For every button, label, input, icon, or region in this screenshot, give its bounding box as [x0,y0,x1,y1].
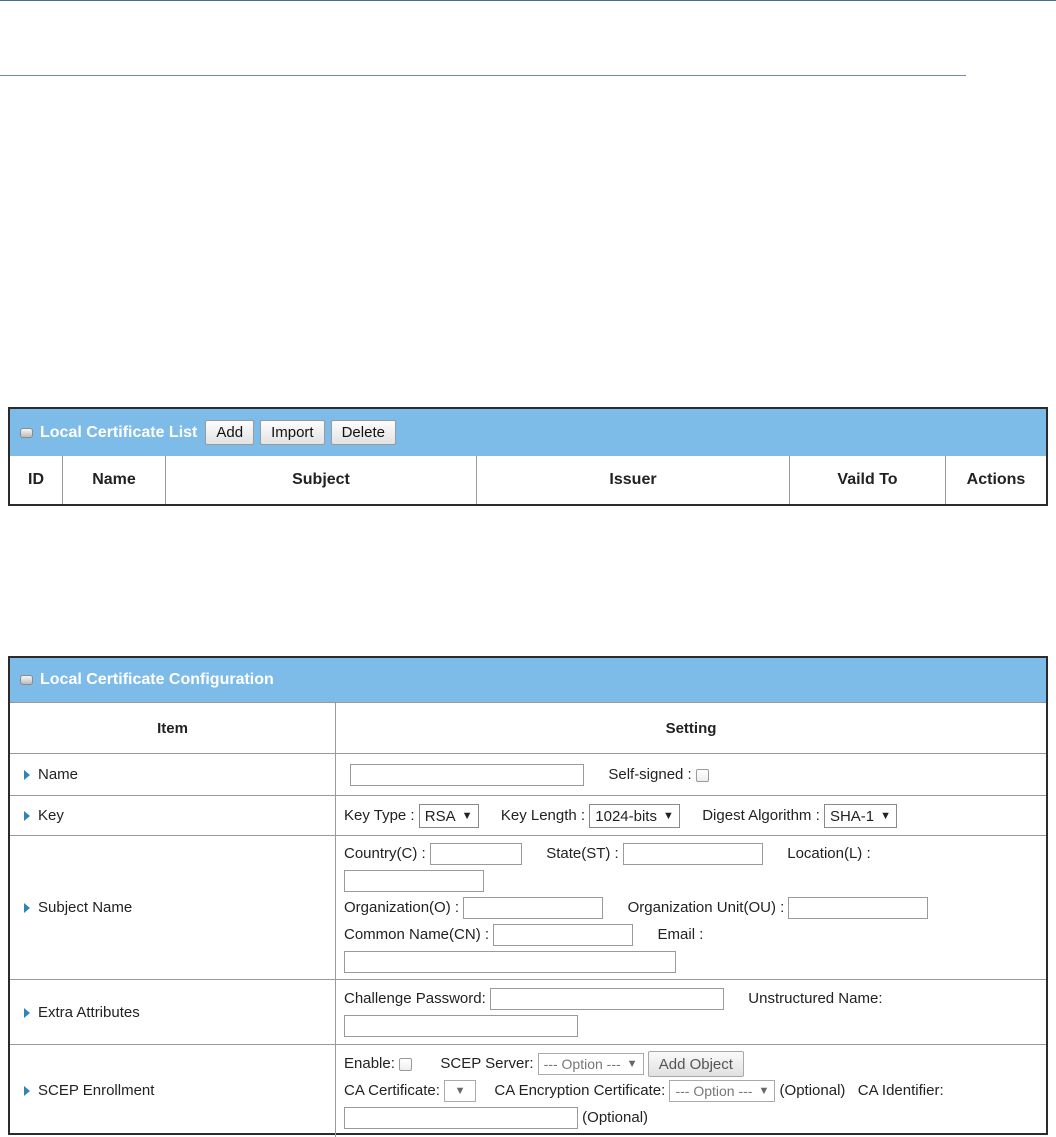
enable-checkbox[interactable] [399,1058,412,1071]
row-key-setting [336,796,1047,836]
col-name: Name [63,456,166,504]
top-divider [0,0,1056,1]
organization-unit-label: Organization Unit(OU) : [627,899,785,916]
list-panel-header [10,409,1046,456]
unstructured-name-label: Unstructured Name: [748,990,883,1007]
config-table [10,703,1046,1137]
email-label: Email : [657,926,704,943]
common-name-label: Common Name(CN) : [344,926,490,943]
scep-server-value: --- Option --- [543,1055,621,1072]
row-scep-label [10,1045,336,1137]
list-panel-title: Local Certificate List [40,423,198,441]
ca-identifier-label: CA Identifier: [857,1082,944,1100]
col-id: ID [10,456,63,504]
caret-down-icon: ▼ [454,1084,466,1097]
row-extra-setting [336,980,1047,1045]
ca-encryption-certificate-select[interactable] [669,1080,775,1102]
state-label: State(ST) : [546,845,619,862]
self-signed-checkbox[interactable] [696,769,709,782]
row-subject-setting [336,836,1047,980]
organization-unit-input[interactable] [788,897,928,919]
key-length-label: Key Length : [500,807,586,824]
country-label: Country(C) : [344,845,426,862]
config-header-row [10,703,1046,754]
row-name-label [10,754,336,796]
config-panel-header [10,658,1046,703]
country-input[interactable] [430,843,522,865]
caret-down-icon: ▼ [880,809,892,822]
key-type-value: RSA [424,807,456,825]
common-name-input[interactable] [493,924,633,946]
optional-label: (Optional) [582,1109,649,1127]
col-setting: Setting [336,703,1047,754]
header-divider [0,75,966,76]
triangle-right-icon [24,1086,30,1096]
unstructured-name-input[interactable] [344,1015,578,1037]
row-key-label [10,796,336,836]
key-length-select[interactable] [589,804,680,828]
col-item: Item [10,703,336,754]
name-label: Name [38,766,79,783]
col-actions: Actions [966,471,1026,488]
key-label: Key [38,807,64,824]
key-type-label: Key Type : [344,807,415,824]
scep-enrollment-label: SCEP Enrollment [38,1082,155,1100]
row-subject-name [10,836,1046,980]
email-input[interactable] [344,951,676,973]
key-length-value: 1024-bits [595,807,657,825]
row-scep-enrollment [10,1045,1046,1137]
import-button[interactable]: Import [260,420,325,445]
triangle-right-icon [24,1008,30,1018]
table-header-row [10,456,1046,504]
config-panel-title: Local Certificate Configuration [40,671,274,688]
col-issuer: Issuer [477,456,790,504]
extra-attributes-label: Extra Attributes [38,1003,140,1021]
location-input[interactable] [344,870,484,892]
add-object-button[interactable]: Add Object [648,1051,744,1077]
delete-button[interactable]: Delete [331,420,396,445]
scep-server-select[interactable] [538,1053,644,1075]
col-valid-to: Vaild To [790,456,946,504]
subject-name-label: Subject Name [38,899,133,916]
caret-down-icon: ▼ [758,1084,770,1097]
challenge-password-label: Challenge Password: [344,990,486,1007]
row-extra-attributes [10,980,1046,1045]
ca-encryption-certificate-label: CA Encryption Certificate: [494,1082,666,1100]
certificate-list-table [10,456,1046,504]
ca-identifier-input[interactable] [344,1107,578,1129]
ca-encryption-value: --- Option --- [675,1082,753,1099]
row-name [10,754,1046,796]
row-subject-label [10,836,336,980]
enable-label: Enable: [344,1055,395,1073]
caret-down-icon: ▼ [662,809,674,822]
caret-down-icon: ▼ [461,809,473,822]
scep-server-label: SCEP Server: [440,1055,534,1073]
local-certificate-config-panel [8,656,1048,1135]
panel-bullet-icon [20,675,33,685]
ca-certificate-select[interactable] [444,1080,476,1102]
ca-certificate-label: CA Certificate: [344,1082,440,1100]
col-subject: Subject [166,456,477,504]
triangle-right-icon [24,903,30,913]
triangle-right-icon [24,770,30,780]
digest-algorithm-label: Digest Algorithm : [702,807,820,824]
organization-input[interactable] [463,897,603,919]
row-extra-label [10,980,336,1045]
row-key [10,796,1046,836]
optional-label: (Optional) [779,1082,846,1100]
caret-down-icon: ▼ [626,1057,638,1070]
panel-bullet-icon [20,428,33,438]
row-name-setting [336,754,1047,796]
state-input[interactable] [623,843,763,865]
add-button[interactable]: Add [205,420,254,445]
name-input[interactable] [350,764,584,786]
key-type-select[interactable] [419,804,479,828]
digest-algorithm-select[interactable] [824,804,897,828]
row-scep-setting [336,1045,1047,1137]
location-label: Location(L) : [787,845,871,862]
digest-value: SHA-1 [829,807,875,825]
self-signed-label: Self-signed : [608,766,692,783]
local-certificate-list-panel [8,407,1048,506]
organization-label: Organization(O) : [344,899,460,916]
challenge-password-input[interactable] [490,988,724,1010]
triangle-right-icon [24,811,30,821]
